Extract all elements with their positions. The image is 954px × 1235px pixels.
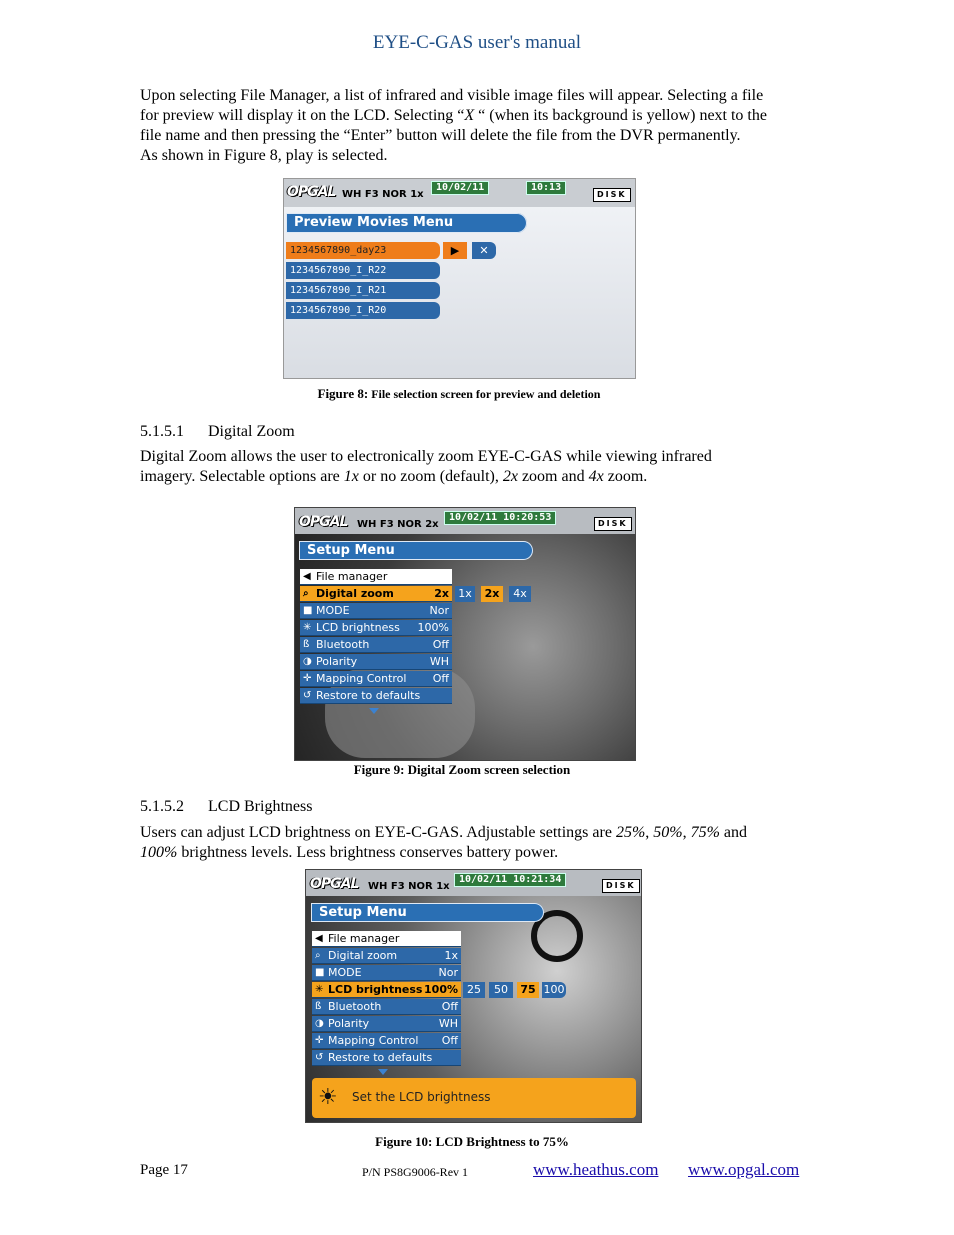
intro-line-2-part-b: “ (when its background is yellow) next to the — [474, 107, 767, 124]
brightness-25-emphasis: 25% — [615, 824, 646, 841]
menu-row-polarity[interactable] — [312, 1016, 461, 1032]
status-text: WH F3 NOR 2x — [357, 519, 439, 530]
section-number: 5.1.5.1 — [140, 423, 184, 440]
play-icon[interactable]: ▶ — [443, 242, 467, 259]
section-number: 5.1.5.2 — [140, 798, 184, 815]
arrow-left-icon: ◀ — [315, 933, 323, 944]
row-label: Digital zoom — [316, 587, 394, 600]
brightness-option-75[interactable]: 75 — [517, 982, 539, 998]
lcd-line-2 — [140, 843, 820, 863]
zoom-4x-emphasis: 4x — [588, 468, 604, 485]
text-span: zoom and — [517, 468, 589, 485]
sun-icon: ✳ — [303, 622, 312, 633]
mode-icon: ■ — [315, 967, 325, 978]
row-value: Nor — [429, 604, 449, 617]
link-opgal[interactable]: www.opgal.com — [688, 1160, 800, 1179]
menu-row-lcd-brightness[interactable] — [300, 620, 452, 636]
arrow-left-icon: ◀ — [303, 571, 311, 582]
file-item[interactable]: 1234567890_I_R20 — [286, 302, 440, 319]
lcd-line-1 — [140, 823, 820, 843]
bluetooth-icon: ß — [303, 639, 310, 650]
disk-indicator: DISK — [594, 517, 632, 531]
menu-row-digital-zoom[interactable] — [312, 948, 461, 964]
menu-row-polarity[interactable] — [300, 654, 452, 670]
row-label: File manager — [316, 570, 388, 583]
menu-row-bluetooth[interactable] — [300, 637, 452, 653]
hint-text: Set the LCD brightness — [352, 1090, 491, 1104]
intro-paragraph — [140, 86, 820, 166]
figure-10-screenshot — [305, 869, 642, 1123]
disk-indicator: DISK — [593, 188, 631, 202]
row-label: Mapping Control — [328, 1034, 419, 1047]
digital-zoom-line-1: Digital Zoom allows the user to electronically zoom EYE-C-GAS while viewing infrared — [140, 448, 712, 465]
link-heathus[interactable]: www.heathus.com — [533, 1160, 659, 1179]
row-value: Off — [432, 672, 449, 685]
restore-icon: ↺ — [315, 1052, 324, 1063]
file-item-selected[interactable]: 1234567890_day23 — [286, 242, 440, 259]
date-display: 10/02/11 — [431, 181, 489, 195]
menu-title: Preview Movies Menu — [286, 213, 527, 233]
datetime-display: 10/02/11 10:21:34 — [454, 873, 566, 887]
figure-9-screenshot — [294, 507, 636, 761]
section-heading-lcd-brightness — [140, 798, 312, 816]
menu-title: Setup Menu — [299, 541, 533, 560]
row-label: Mapping Control — [316, 672, 407, 685]
text-span: zoom. — [603, 468, 648, 485]
text-span: , — [682, 824, 691, 841]
row-value: Off — [441, 1000, 458, 1013]
hint-panel — [312, 1078, 636, 1118]
row-label: MODE — [328, 966, 362, 979]
figure-10-caption: Figure 10: LCD Brightness to 75% — [375, 1134, 569, 1149]
scroll-down-icon[interactable] — [378, 1069, 388, 1075]
magnifier-icon: ⌕ — [315, 950, 321, 961]
bluetooth-icon: ß — [315, 1001, 322, 1012]
text-span: or no zoom (default), — [358, 468, 503, 485]
digital-zoom-line-2 — [140, 467, 820, 487]
intro-x-emphasis: X — [464, 107, 475, 124]
brightness-option-25[interactable]: 25 — [463, 982, 485, 998]
restore-icon: ↺ — [303, 690, 312, 701]
menu-row-restore-defaults[interactable] — [300, 688, 452, 704]
zoom-option-4x[interactable]: 4x — [509, 586, 531, 602]
datetime-display: 10/02/11 10:20:53 — [444, 511, 556, 525]
intro-line-4: As shown in Figure 8, play is selected. — [140, 147, 388, 164]
menu-row-lcd-brightness[interactable] — [312, 982, 461, 998]
page-header-title: EYE-C-GAS user's manual — [372, 32, 582, 53]
text-span: Users can adjust LCD brightness on EYE-C-GAS. Adjustable settings are — [140, 824, 616, 841]
intro-line-3: file name and then pressing the “Enter” button will delete the file from the DVR permanently. — [140, 127, 741, 144]
intro-line-2-part-a: for preview will display it on the LCD. Selecting “ — [140, 107, 465, 124]
row-value: 100% — [417, 621, 449, 634]
menu-row-mode[interactable] — [312, 965, 461, 981]
page-number: Page 17 — [140, 1162, 188, 1178]
row-label: MODE — [316, 604, 350, 617]
menu-row-file-manager[interactable] — [312, 931, 461, 947]
opgal-logo: OPGAL — [310, 876, 359, 892]
intro-line-2 — [140, 106, 820, 126]
text-span: brightness levels. Less brightness conserves battery power. — [177, 844, 559, 861]
caption-colon: : — [363, 386, 369, 401]
text-span: , — [645, 824, 654, 841]
polarity-icon: ◑ — [315, 1018, 324, 1029]
row-value: Off — [441, 1034, 458, 1047]
menu-row-bluetooth[interactable] — [312, 999, 461, 1015]
row-label: Digital zoom — [328, 949, 398, 962]
section-title: LCD Brightness — [208, 798, 313, 815]
section-title: Digital Zoom — [208, 423, 295, 440]
figure-9-caption: Figure 9: Digital Zoom screen selection — [353, 762, 571, 777]
menu-row-mode[interactable] — [300, 603, 452, 619]
disk-indicator: DISK — [602, 879, 640, 893]
menu-row-restore-defaults[interactable] — [312, 1050, 461, 1066]
polarity-icon: ◑ — [303, 656, 312, 667]
magnifier-icon: ⌕ — [303, 588, 309, 599]
figure-8-screenshot — [283, 178, 636, 379]
lcd-brightness-paragraph — [140, 823, 820, 863]
zoom-1x-emphasis: 1x — [343, 468, 359, 485]
time-display: 10:13 — [526, 181, 566, 195]
row-label: Restore to defaults — [316, 689, 421, 702]
zoom-option-1x[interactable]: 1x — [455, 586, 475, 602]
row-label: LCD brightness — [328, 983, 423, 996]
menu-row-digital-zoom[interactable] — [300, 586, 452, 602]
row-label: Bluetooth — [316, 638, 370, 651]
row-value: WH — [438, 1017, 458, 1030]
file-item[interactable]: 1234567890_I_R21 — [286, 282, 440, 299]
part-number: P/N PS8G9006-Rev 1 — [362, 1165, 469, 1179]
scroll-down-icon[interactable] — [369, 708, 379, 714]
row-value: 1x — [444, 949, 458, 962]
row-value: 2x — [434, 587, 449, 600]
zoom-option-2x[interactable]: 2x — [481, 586, 503, 602]
sun-icon: ✳ — [315, 984, 324, 995]
row-label: File manager — [328, 932, 400, 945]
sun-icon: ☀ — [318, 1085, 338, 1110]
brightness-50-emphasis: 50% — [653, 824, 683, 841]
file-item[interactable]: 1234567890_I_R22 — [286, 262, 440, 279]
zoom-2x-emphasis: 2x — [502, 468, 518, 485]
brightness-75-emphasis: 75% — [690, 824, 720, 841]
section-heading-digital-zoom — [140, 423, 295, 441]
row-label: Polarity — [328, 1017, 370, 1030]
row-label: Polarity — [316, 655, 358, 668]
status-text: WH F3 NOR 1x — [342, 189, 424, 200]
crosshair-icon: ✛ — [303, 673, 312, 684]
digital-zoom-paragraph — [140, 447, 820, 487]
delete-button[interactable]: ✕ — [472, 242, 496, 259]
brightness-option-50[interactable]: 50 — [489, 982, 513, 998]
row-value: Off — [432, 638, 449, 651]
figure-8-caption — [0, 386, 918, 402]
row-value: Nor — [438, 966, 458, 979]
row-label: Restore to defaults — [328, 1051, 433, 1064]
row-value: 100% — [424, 983, 458, 996]
row-label: Bluetooth — [328, 1000, 382, 1013]
status-text: WH F3 NOR 1x — [368, 881, 450, 892]
crosshair-icon: ✛ — [315, 1035, 324, 1046]
menu-row-mapping-control[interactable] — [312, 1033, 461, 1049]
opgal-logo: OPGAL — [299, 514, 348, 530]
opgal-logo: OPGAL — [287, 184, 336, 200]
menu-title: Setup Menu — [311, 903, 544, 922]
caption-label: Figure 8 — [317, 386, 364, 401]
row-label: LCD brightness — [316, 621, 400, 634]
menu-row-file-manager[interactable] — [300, 569, 452, 585]
brightness-option-100[interactable]: 100 — [543, 983, 565, 996]
caption-text: File selection screen for preview and deletion — [368, 387, 601, 401]
text-span: and — [719, 824, 748, 841]
menu-row-mapping-control[interactable] — [300, 671, 452, 687]
row-value: WH — [429, 655, 449, 668]
text-span: imagery. Selectable options are — [140, 468, 344, 485]
mode-icon: ■ — [303, 605, 313, 616]
intro-line-1: Upon selecting File Manager, a list of infrared and visible image files will appear. Selecting a file — [140, 87, 764, 104]
brightness-100-emphasis: 100% — [140, 844, 178, 861]
